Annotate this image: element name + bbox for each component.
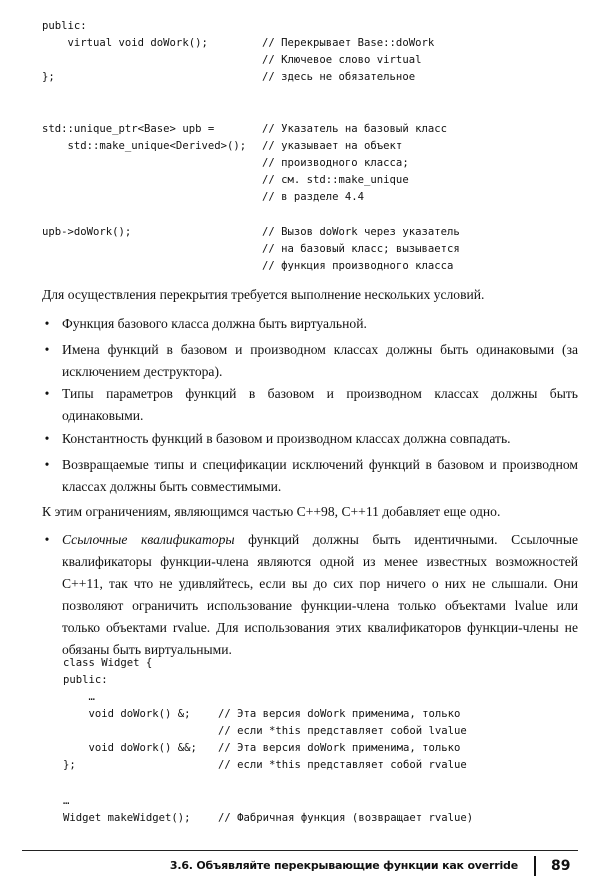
code-text: public: bbox=[42, 20, 87, 32]
list-item: Возвращаемые типы и спецификации исключений функций в базовом и производном классах должны быть совместимыми. bbox=[62, 457, 578, 494]
code-line bbox=[0, 706, 600, 723]
code-text: }; bbox=[63, 759, 76, 771]
code-line bbox=[0, 723, 600, 740]
code-comment: // указывает на объект bbox=[262, 140, 403, 152]
code-text: }; bbox=[42, 71, 55, 83]
code-line bbox=[0, 69, 600, 86]
code-text: … bbox=[63, 691, 95, 703]
code-line bbox=[0, 757, 600, 774]
code-comment: // в разделе 4.4 bbox=[262, 191, 365, 203]
code-comment: // см. std::make_unique bbox=[262, 174, 409, 186]
code-comment: // здесь не обязательное bbox=[262, 71, 416, 83]
ref-qualifiers-text: функций должны быть идентичными. Ссылочные квалификаторы функции-члена являются одной из менее известных возможностей С++11, так что не удивляйтесь, если вы до сих пор ничего о них не слышали. Они позволяют ограничить использование функции-члена только объектами lvalue или только объектами rvalue. Для использования этих квалификаторов функции-члены не обязаны быть виртуальными. bbox=[62, 532, 578, 657]
code-comment: // Ключевое слово virtual bbox=[262, 54, 422, 66]
code-comment: // функция производного класса bbox=[262, 260, 454, 272]
code-line bbox=[0, 655, 600, 672]
code-comment: // Вызов doWork через указатель bbox=[262, 226, 460, 238]
bullet-marker: • bbox=[44, 316, 50, 331]
code-line bbox=[0, 224, 600, 241]
code-line bbox=[0, 138, 600, 155]
code-text: class Widget { bbox=[63, 657, 153, 669]
code-comment: // на базовый класс; вызывается bbox=[262, 243, 460, 255]
code-comment: // если *this представляет собой lvalue bbox=[218, 725, 467, 737]
bullet-marker: • bbox=[44, 386, 50, 401]
code-line bbox=[0, 155, 600, 172]
bullet-marker: • bbox=[44, 431, 50, 446]
list-item: Имена функций в базовом и производном классах должны быть одинаковыми (за исключением деструктора). bbox=[62, 342, 578, 379]
code-comment: // производного класса; bbox=[262, 157, 409, 169]
code-text: std::unique_ptr<Base> upb = bbox=[42, 123, 215, 135]
bullet-marker: • bbox=[44, 457, 50, 472]
code-line bbox=[0, 258, 600, 275]
intro-paragraph: Для осуществления перекрытия требуется выполнение нескольких условий. bbox=[42, 287, 485, 302]
code-comment: // Перекрывает Base::doWork bbox=[262, 37, 435, 49]
list-item: Функция базового класса должна быть виртуальной. bbox=[62, 316, 367, 331]
code-text: upb->doWork(); bbox=[42, 226, 132, 238]
code-line bbox=[0, 121, 600, 138]
code-line bbox=[0, 740, 600, 757]
code-text: std::make_unique<Derived>(); bbox=[42, 140, 247, 152]
code-text: virtual void doWork(); bbox=[42, 37, 208, 49]
code-line bbox=[0, 793, 600, 810]
list-item: Типы параметров функций в базовом и производном классах должны быть одинаковыми. bbox=[62, 386, 578, 423]
bullet-marker: • bbox=[44, 342, 50, 357]
page-footer bbox=[0, 855, 600, 877]
code-line bbox=[0, 172, 600, 189]
code-comment: // Фабричная функция (возвращает rvalue) bbox=[218, 812, 474, 824]
code-text: … bbox=[63, 795, 70, 807]
code-line bbox=[0, 189, 600, 206]
code-line bbox=[0, 35, 600, 52]
code-text: void doWork() &&; bbox=[63, 742, 197, 754]
footer-rule bbox=[22, 850, 578, 851]
code-line bbox=[0, 672, 600, 689]
page-number: 89 bbox=[551, 858, 571, 874]
bullet-marker: • bbox=[44, 532, 50, 547]
term-ref-qualifiers: Ссылочные квалификаторы bbox=[62, 532, 235, 547]
code-line bbox=[0, 241, 600, 258]
code-comment: // Эта версия doWork применима, только bbox=[218, 708, 461, 720]
code-comment: // Указатель на базовый класс bbox=[262, 123, 447, 135]
running-section-title: 3.6. Объявляйте перекрывающие функции как override bbox=[169, 859, 518, 872]
list-item-ref-qualifiers bbox=[62, 529, 578, 661]
code-text: public: bbox=[63, 674, 108, 686]
code-comment: // если *this представляет собой rvalue bbox=[218, 759, 467, 771]
code-comment: // Эта версия doWork применима, только bbox=[218, 742, 461, 754]
code-line bbox=[0, 810, 600, 827]
list-item: Константность функций в базовом и производном классах должна совпадать. bbox=[62, 431, 511, 446]
addition-paragraph: К этим ограничениям, являющимся частью С++98, С++11 добавляет еще одно. bbox=[42, 504, 501, 519]
code-text: Widget makeWidget(); bbox=[63, 812, 191, 824]
code-line bbox=[0, 52, 600, 69]
code-line bbox=[0, 18, 600, 35]
code-line bbox=[0, 689, 600, 706]
footer-divider bbox=[534, 856, 536, 876]
code-text: void doWork() &; bbox=[63, 708, 191, 720]
